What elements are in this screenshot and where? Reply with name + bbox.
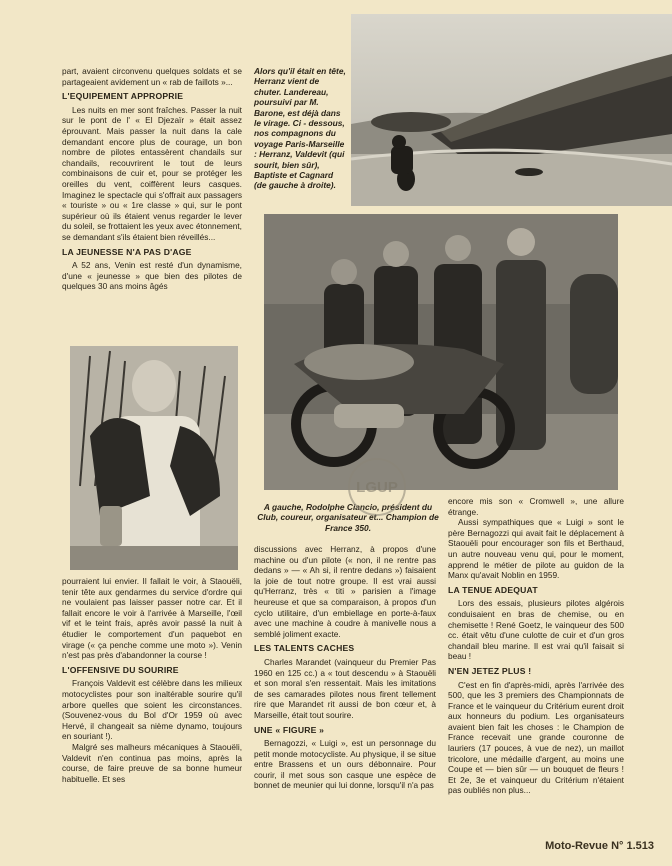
section-heading: L'OFFENSIVE DU SOURIRE: [62, 664, 179, 675]
paragraph: Charles Marandet (vainqueur du Premier Pas 1960 en 125 cc.) a « tout descendu » à Staouëli et son moral s'en ressentait. Mais les imitations de ses camarades pilotes nous firent tellement rire que Marandet rit aussi de bon cœur et, à Marseille, était tout sourire.: [254, 656, 436, 720]
paragraph: pourraient lui envier. Il fallait le voir, à Staouëli, tenir tête aux gendarmes du service d'ordre qui ne voulaient pas laisser passer notre car. Et il fallait encore le voir à l'arrivée à Marseille, l'œil vif et le teint frais, après avoir passé la nuit à étudier le comportement d'un paquebot en virage (« ça penche comme une moto »). Venin n'est pas près d'abandonner la course !: [62, 576, 242, 661]
trophy-photo: [70, 346, 238, 570]
watermark-text: LGUP: [356, 479, 398, 496]
race-photo-image: [351, 14, 672, 206]
page-footer: Moto-Revue N° 1.513: [545, 840, 654, 852]
intro-paragraph: part, avaient circonvenu quelques soldats et se partageaient avidement un « rab de faillots »...: [62, 66, 242, 87]
paragraph: A 52 ans, Venin est resté d'un dynamisme, d'une « jeunesse » que bien des pilotes de quelques 30 ans moins âgés: [62, 260, 242, 292]
paragraph: François Valdevit est célèbre dans les milieux motocyclistes pour son inaltérable sourire qu'il arbore quelles que soient les circonstances. (Souvenez-vous du Bol d'Or 1959 où avec Hervé, il changeait sa nième dynamo, toujours en souriant !).: [62, 678, 242, 742]
race-photo: [351, 14, 672, 206]
watermark-logo: [346, 456, 408, 518]
top-photo-caption: [254, 66, 346, 191]
paragraph: Malgré ses malheurs mécaniques à Staouëli, Valdevit n'en continua pas moins, après la course, de faire preuve de sa bonne humeur habituelle. Et ses: [62, 741, 242, 784]
section-heading: N'EN JETEZ PLUS !: [448, 665, 532, 676]
column-3: [448, 496, 624, 796]
column-1-top: [62, 66, 242, 292]
paragraph: discussions avec Herranz, à propos d'une machine ou d'un pilote (« non, il ne rentre pas dedans » — « Ah si, il rentre dedans ») faisaient la joie de tout notre groupe. Il est vrai aussi qu'Herranz, très « titi » parisien a l'image heureuse et que sa comparaison, à propos d'un cyclo utilitaire, d'un embiellage en porte-à-faux avec une machine à coudre à manivelle nous a semblé joliment exacte.: [254, 544, 436, 639]
column-1-bottom: [62, 576, 242, 784]
section-heading: UNE « FIGURE »: [254, 724, 325, 735]
paragraph: Les nuits en mer sont fraîches. Passer la nuit sur le pont de l' « El Djezaïr » était assez éprouvant. Mais passer la nuit dans la cale demandant encore plus de courage, un bon nombre de pilotes entassèrent chandails sur chandails, recouvrirent le tout de leurs combinaisons de cuir et, pour se protéger les oreilles du vent, coiffèrent leurs casques. Imaginez le spectacle qui s'offrait aux passagers « touriste » ou « 1re classe » qui, sur le pont supérieur où ils étaient venus regarder le lever du soleil, se frottaient les yeux avec étonnement, se demandant s'ils étaient bien réveillés...: [62, 104, 242, 242]
section-heading: LA TENUE ADEQUAT: [448, 584, 538, 595]
paragraph: Lors des essais, plusieurs pilotes algérois conduisaient en bras de chemise, ou en chemisette ! René Goetz, le vainqueur des 500 cc. était vêtu d'une culotte de cuir et d'un gros chandail bleu marine. Il est vrai qu'il faisait si beau !: [448, 598, 624, 662]
paragraph: Bernagozzi, « Luigi », est un personnage du petit monde motocycliste. Au physique, il se situe entre Brassens et un ours débonnaire. Pour courir, il met sous son casque une espèce de bonnet de meunier qui lui donne, lorsqu'il n'a pas: [254, 738, 436, 791]
section-heading: LES TALENTS CACHES: [254, 643, 355, 654]
paragraph: Aussi sympathiques que « Luigi » sont le père Bernagozzi qui avait fait le déplacement à Staouëli pour encourager son fils et Berthaud, un autre nouveau venu qui, pour le moment, apprend le métier de pilote au guidon de la Manx qu'avait Noblin en 1959.: [448, 517, 624, 581]
trophy-photo-image: [70, 346, 238, 570]
watermark-icon: [346, 456, 408, 518]
group-photo-image: [264, 214, 618, 490]
section-heading: LA JEUNESSE N'A PAS D'AGE: [62, 246, 192, 257]
caption-text: Alors qu'il était en tête, Herranz vient de chuter. Landereau, poursuivi par M. Barone, est déjà dans le virage. Ci - dessous, nos compagnons du voyage Paris-Marseille : Herranz, Valdevit (qui sourit, bien sûr), Baptiste et Cagnard (de gauche à droite).: [254, 66, 346, 191]
group-photo: [264, 214, 618, 490]
paragraph: C'est en fin d'après-midi, après l'arrivée des 500, que les 3 premiers des Championnats de France et le vainqueur du Critérium eurent droit aux honneurs du podium. Les organisateurs avaient bien fait les choses : le Champion de France recevait une grande couronne de lauriers (17 pouces, à vue de nez), un maillot tricolore, une médaille d'argent, au moins une Coupe et — bien sûr — un bouquet de fleurs ! Et 2e, 3e et vainqueur du Critérium n'étaient pas oubliés non plus...: [448, 679, 624, 796]
paragraph: encore mis son « Cromwell », une allure étrange.: [448, 496, 624, 517]
caption-text: A gauche, Rodolphe Ciancio, président du Club, coureur, organisateur et... Champion de France 350.: [257, 502, 439, 533]
column-2: [254, 544, 436, 791]
section-heading: L'EQUIPEMENT APPROPRIE: [62, 91, 184, 102]
